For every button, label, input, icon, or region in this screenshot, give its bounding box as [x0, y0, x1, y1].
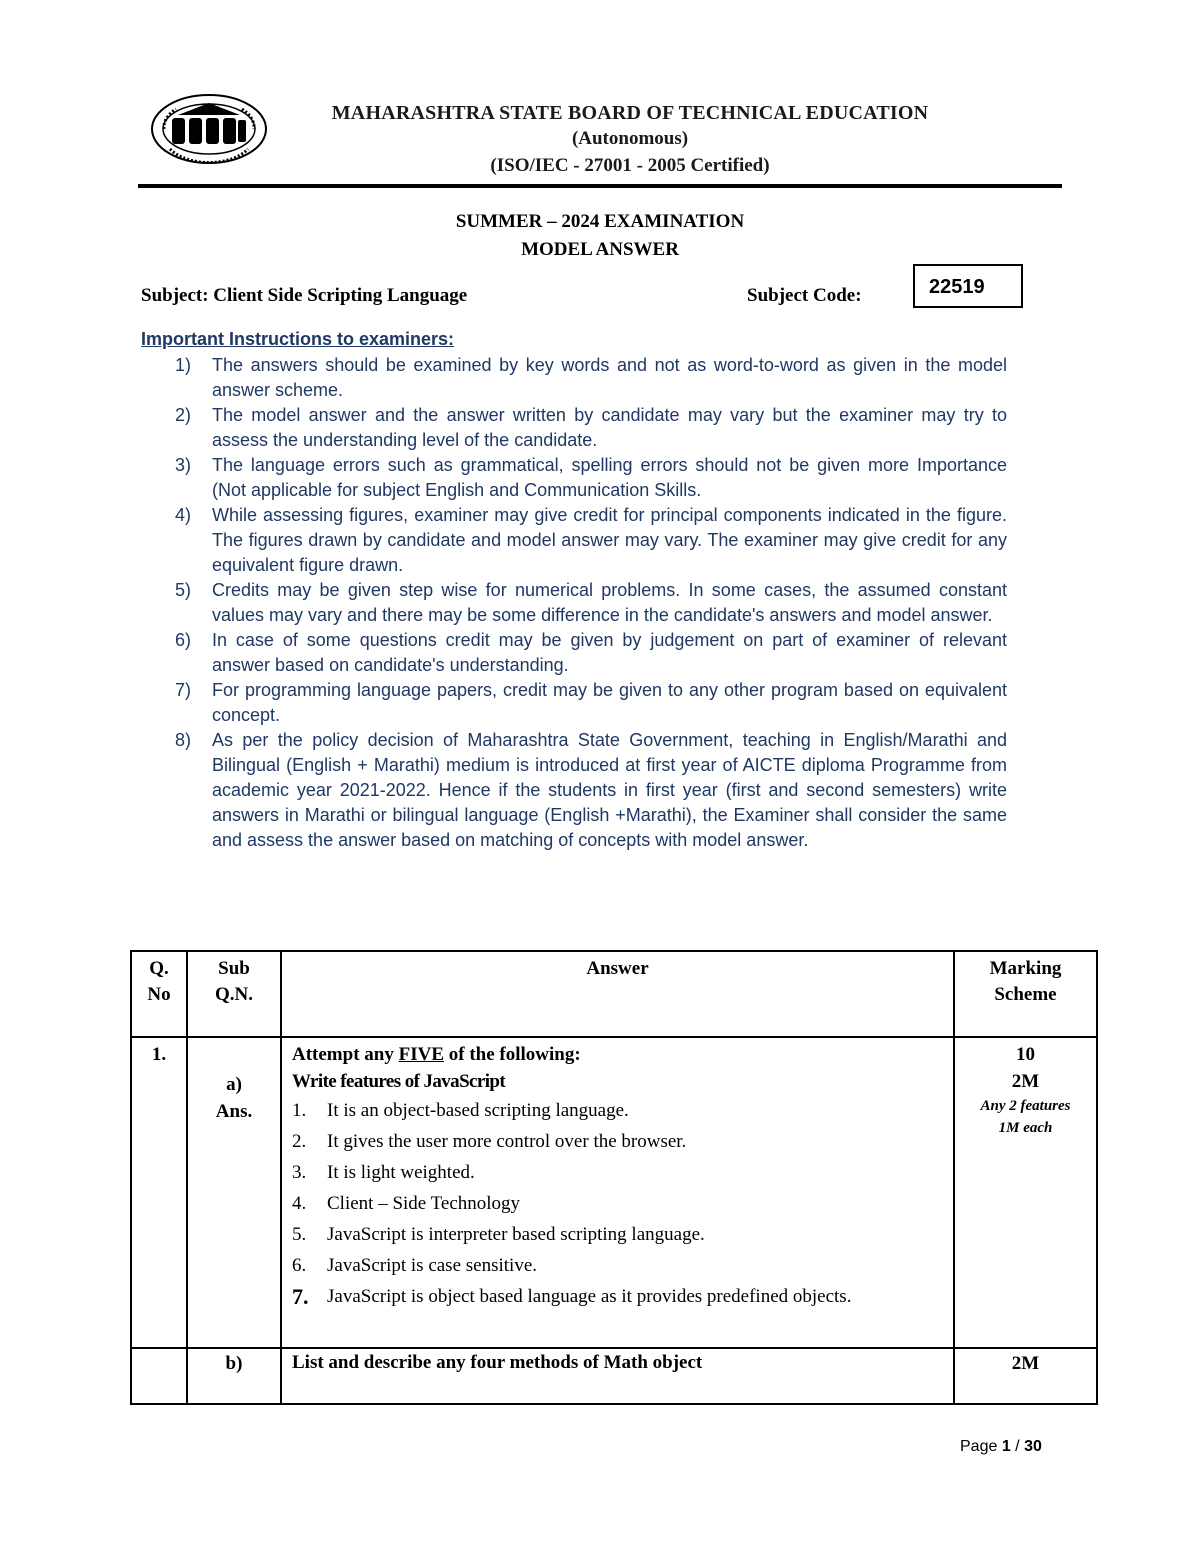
question-text: List and describe any four methods of Math object	[281, 1348, 954, 1404]
instruction-text: As per the policy decision of Maharashtra State Government, teaching in English/Marathi and Bilingual (English + Marathi) medium is introduced at first year of AICTE diploma Programme from academic year 2021-2022. Hence if the students in first year (first and second semesters) write answers in Marathi or bilingual language (English +Marathi), the Examiner shall consider the same and assess the answer based on matching of concepts with model answer.	[212, 730, 1007, 850]
org-name: MAHARASHTRA STATE BOARD OF TECHNICAL EDUCATION	[331, 102, 929, 124]
instruction-text: The language errors such as grammatical, spelling errors should not be given more Importance (Not applicable for subject English and Communication Skills.	[212, 455, 1007, 500]
col-header-marking: Marking Scheme	[954, 951, 1097, 1037]
total-marks: 10	[1016, 1044, 1035, 1065]
instruction-item: 1) The answers should be examined by key words and not as word-to-word as given in the model answer scheme.	[175, 355, 1007, 400]
features-list	[292, 1095, 943, 1312]
sub-question-cell	[187, 1037, 281, 1348]
marking-cell	[954, 1037, 1097, 1348]
instruction-item: 6) In case of some questions credit may be given by judgement on part of examiner of relevant answer based on candidate's understanding.	[175, 630, 1007, 675]
list-item: 3. It is light weighted.	[292, 1162, 475, 1183]
col-header-qno: Q. No	[131, 951, 187, 1037]
instruction-text: While assessing figures, examiner may give credit for principal components indicated in the figure. The figures drawn by candidate and model answer may vary. The examiner may give credit for any equivalent figure drawn.	[212, 505, 1007, 575]
instruction-item: 7) For programming language papers, credit may be given to any other program based on equivalent concept.	[175, 680, 1007, 725]
list-item: 2. It gives the user more control over the browser.	[292, 1131, 687, 1152]
certification-label: (ISO/IEC - 27001 - 2005 Certified)	[490, 155, 770, 176]
sub-question-label: b)	[187, 1348, 281, 1404]
answer-label: Ans.	[215, 1101, 253, 1122]
subject-code-value: 22519	[929, 276, 985, 298]
table-row	[131, 1348, 1097, 1404]
list-item: 4. Client – Side Technology	[292, 1193, 521, 1214]
question-marks: 2M	[1011, 1071, 1040, 1092]
instruction-item: 8) As per the policy decision of Maharashtra State Government, teaching in English/Marathi and Bilingual (English + Marathi) medium is introduced at first year of AICTE diploma Programme from academic year 2021-2022. Hence if the students in first year (first and second semesters) write answers in Marathi or bilingual language (English +Marathi), the Examiner shall consider the same and assess the answer based on matching of concepts with model answer.	[175, 730, 1007, 850]
table-row	[131, 1037, 1097, 1348]
col-header-answer: Answer	[281, 951, 954, 1037]
subject-code-box	[913, 264, 1023, 308]
subject-code-label: Subject Code:	[747, 285, 862, 306]
sub-question-label: a)	[226, 1074, 242, 1095]
model-answer-table	[130, 950, 1098, 1405]
instruction-text: In case of some questions credit may be given by judgement on part of examiner of relevant answer based on candidate's understanding.	[212, 630, 1007, 675]
attempt-instruction: Attempt any FIVE of the following:	[292, 1044, 581, 1065]
instruction-item: 3) The language errors such as grammatical, spelling errors should not be given more Importance (Not applicable for subject English and Communication Skills.	[175, 455, 1007, 500]
instruction-text: The answers should be examined by key words and not as word-to-word as given in the model answer scheme.	[212, 355, 1007, 400]
instructions-heading: Important Instructions to examiners:	[141, 329, 455, 349]
list-item: 6. JavaScript is case sensitive.	[292, 1255, 538, 1276]
instruction-text: Credits may be given step wise for numerical problems. In some cases, the assumed constant values may vary and there may be some difference in the candidate's answers and model answer.	[212, 580, 1007, 625]
instruction-text: The model answer and the answer written by candidate may vary but the examiner may try to assess the understanding level of the candidate.	[212, 405, 1007, 450]
instruction-item: 4) While assessing figures, examiner may give credit for principal components indicated in the figure. The figures drawn by candidate and model answer may vary. The examiner may give credit for any equivalent figure drawn.	[175, 505, 1007, 575]
subject-name: Subject: Client Side Scripting Language	[141, 285, 468, 306]
msbte-seal-icon	[150, 93, 268, 165]
instructions-list	[141, 353, 1007, 853]
autonomous-label: (Autonomous)	[571, 128, 689, 149]
instruction-item: 2) The model answer and the answer written by candidate may vary but the examiner may try to assess the understanding level of the candidate.	[175, 405, 1007, 450]
exam-title: SUMMER – 2024 EXAMINATION	[455, 211, 745, 232]
instruction-text: For programming language papers, credit may be given to any other program based on equivalent concept.	[212, 680, 1007, 725]
answer-cell	[281, 1037, 954, 1348]
table-header-row	[131, 951, 1097, 1037]
list-item: 7. JavaScript is object based language as it provides predefined objects.	[292, 1284, 852, 1309]
marks-note-line1: Any 2 features	[980, 1098, 1071, 1114]
list-item: 1. It is an object-based scripting language.	[292, 1100, 629, 1121]
question-number: 1.	[131, 1037, 187, 1348]
question-marks: 2M	[954, 1348, 1097, 1404]
question-number-empty	[131, 1348, 187, 1404]
question-text: Write features of JavaScript	[292, 1071, 506, 1092]
marks-note-line2: 1M each	[998, 1120, 1053, 1136]
instruction-item: 5) Credits may be given step wise for numerical problems. In some cases, the assumed constant values may vary and there may be some difference in the candidate's answers and model answer.	[175, 580, 1007, 625]
exam-subtitle: MODEL ANSWER	[521, 239, 679, 260]
page-number: Page 1 / 30	[960, 1438, 1042, 1455]
list-item: 5. JavaScript is interpreter based scripting language.	[292, 1224, 705, 1245]
header-divider	[138, 184, 1062, 188]
col-header-subqno: Sub Q.N.	[187, 951, 281, 1037]
